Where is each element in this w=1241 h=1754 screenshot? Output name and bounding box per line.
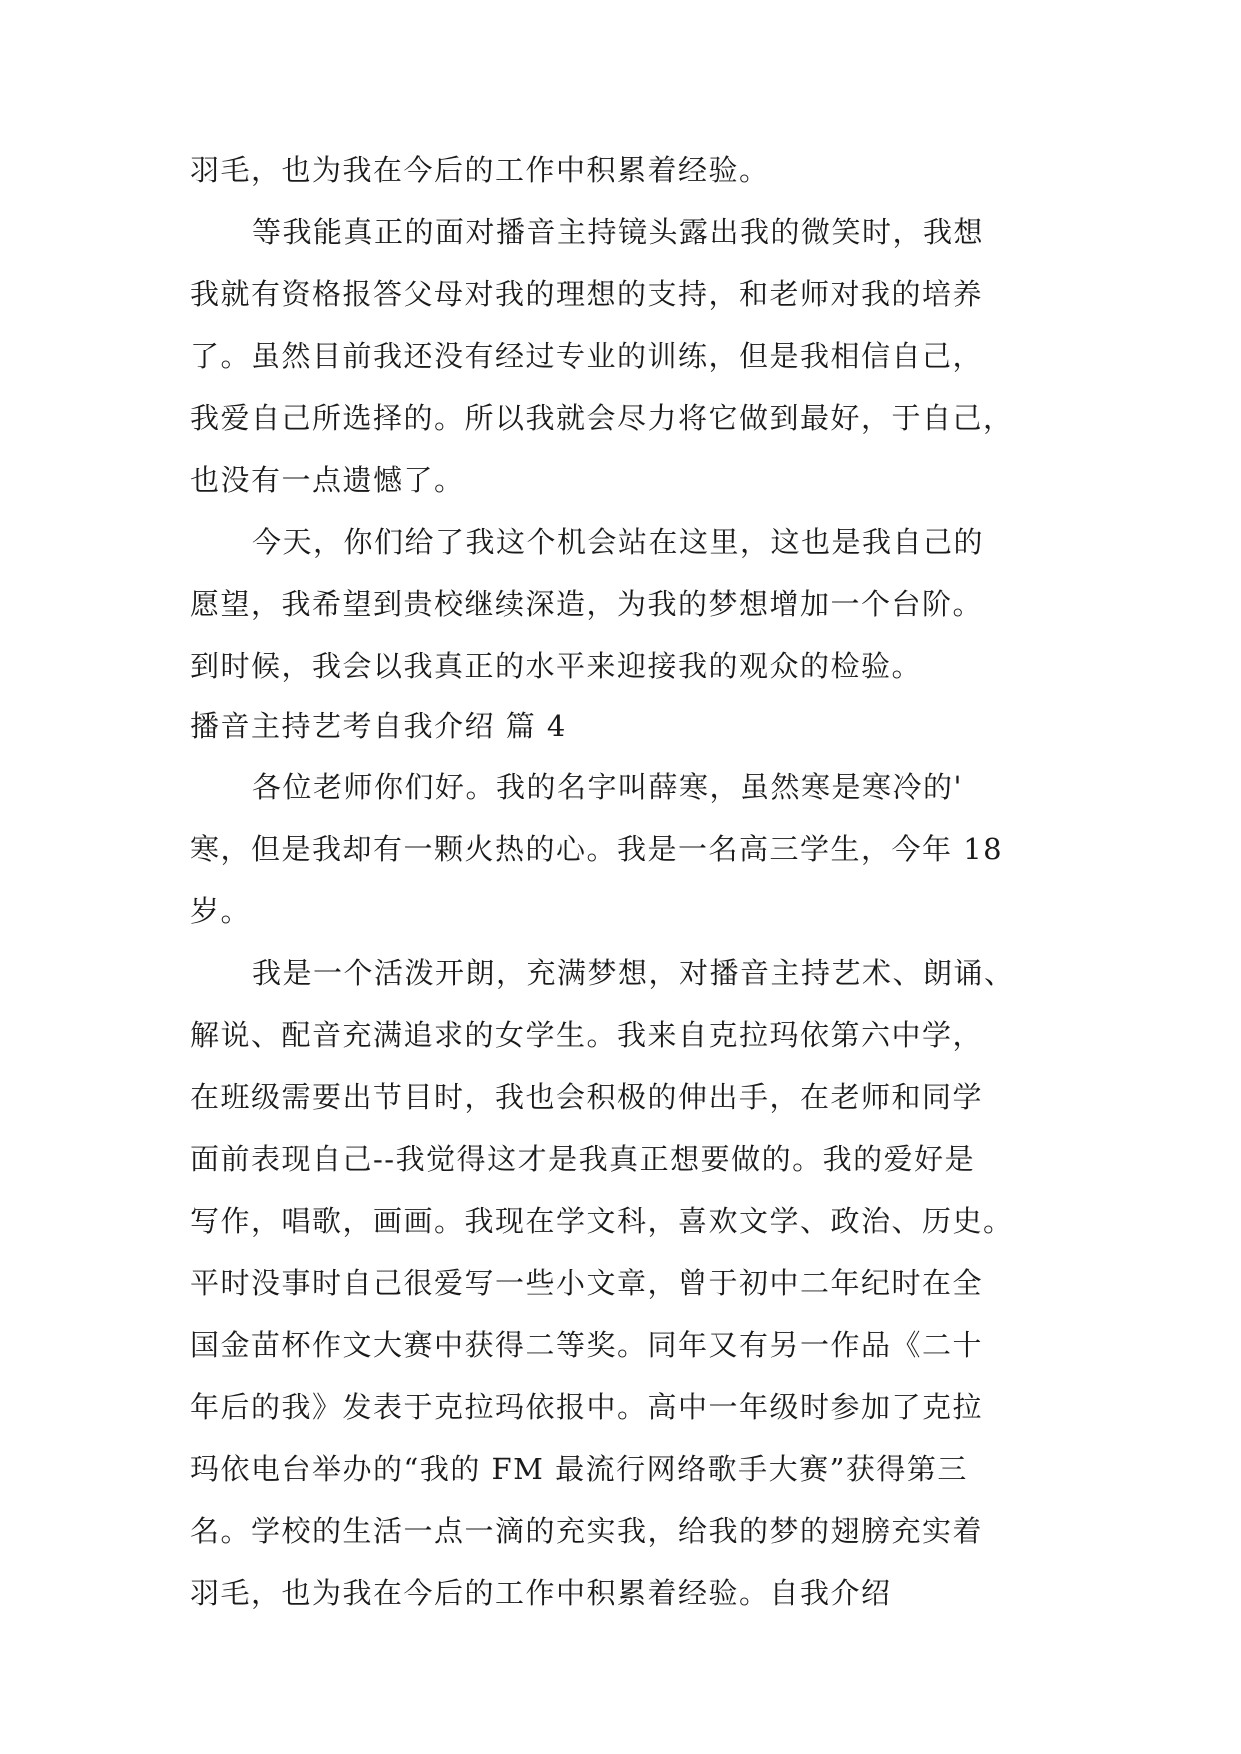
paragraph-start-line: 等我能真正的面对播音主持镜头露出我的微笑时，我想 xyxy=(252,215,985,249)
text-line: 写作，唱歌，画画。我现在学文科，喜欢文学、政治、历史。 xyxy=(190,1204,1014,1238)
text-line: 到时候，我会以我真正的水平来迎接我的观众的检验。 xyxy=(190,649,923,683)
text-line: 也没有一点遗憾了。 xyxy=(190,463,465,497)
text-line: 玛依电台举办的“我的 FM 最流行网络歌手大赛”获得第三 xyxy=(190,1452,968,1486)
text-line: 平时没事时自己很爱写一些小文章，曾于初中二年纪时在全 xyxy=(190,1266,984,1300)
text-line: 名。学校的生活一点一滴的充实我，给我的梦的翅膀充实着 xyxy=(190,1514,984,1548)
section-heading: 播音主持艺考自我介绍 篇 4 xyxy=(190,709,567,743)
text-line: 面前表现自己--我觉得这才是我真正想要做的。我的爱好是 xyxy=(190,1142,976,1176)
text-line: 年后的我》发表于克拉玛依报中。高中一年级时参加了克拉 xyxy=(190,1390,984,1424)
text-line: 解说、配音充满追求的女学生。我来自克拉玛依第六中学， xyxy=(190,1018,984,1052)
text-line: 我就有资格报答父母对我的理想的支持，和老师对我的培养 xyxy=(190,277,984,311)
text-line: 国金苗杯作文大赛中获得二等奖。同年又有另一作品《二十 xyxy=(190,1328,984,1362)
paragraph-start-line: 今天，你们给了我这个机会站在这里，这也是我自己的 xyxy=(252,525,985,559)
paragraph-start-line: 我是一个活泼开朗，充满梦想，对播音主持艺术、朗诵、 xyxy=(252,956,1015,990)
text-line: 我爱自己所选择的。所以我就会尽力将它做到最好，于自己， xyxy=(190,401,1014,435)
text-line: 在班级需要出节目时，我也会积极的伸出手，在老师和同学 xyxy=(190,1080,984,1114)
paragraph-start-line: 各位老师你们好。我的名字叫薛寒，虽然寒是寒冷的' xyxy=(252,770,963,804)
text-line: 岁。 xyxy=(190,894,252,928)
text-line: 愿望，我希望到贵校继续深造，为我的梦想增加一个台阶。 xyxy=(190,587,984,621)
text-line: 寒，但是我却有一颗火热的心。我是一名高三学生，今年 18 xyxy=(190,832,1004,866)
text-line: 了。虽然目前我还没有经过专业的训练，但是我相信自己， xyxy=(190,339,984,373)
text-line: 羽毛，也为我在今后的工作中积累着经验。 xyxy=(190,153,770,187)
text-line: 羽毛，也为我在今后的工作中积累着经验。自我介绍 xyxy=(190,1576,892,1610)
